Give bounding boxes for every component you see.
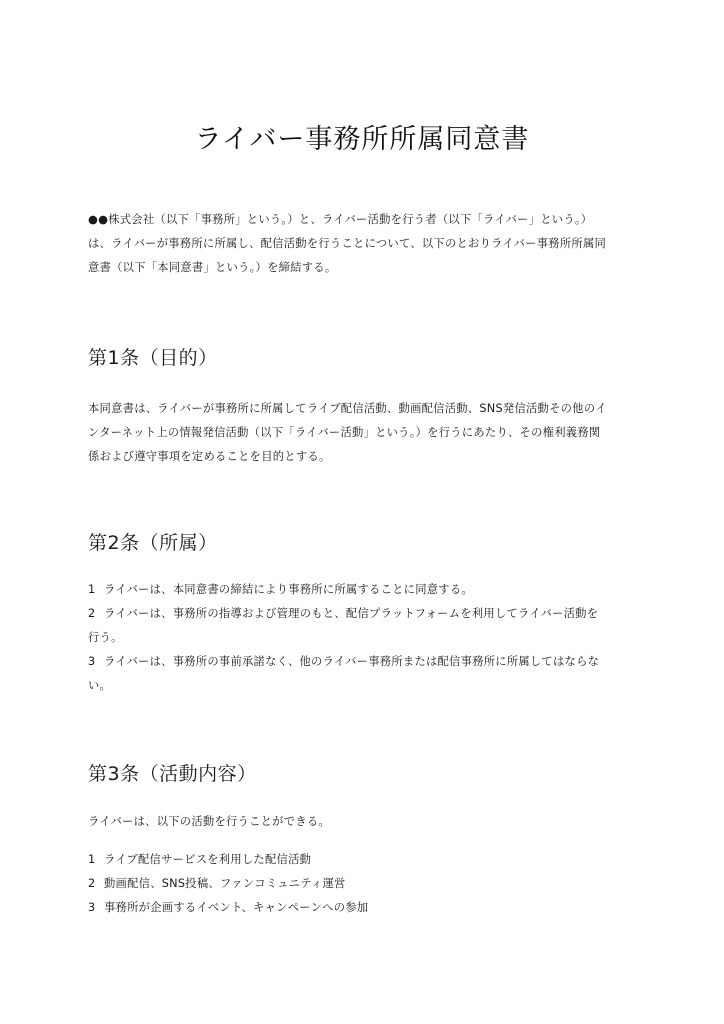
article-3-intro: ライバーは、以下の活動を行うことができる。 [88,815,330,828]
article-3-items [88,848,640,920]
list-item [88,872,640,896]
item-text: 事務所が企画するイベント、キャンペーンへの参加 [104,901,369,914]
item-number: 1 [88,583,96,596]
item-number: 1 [88,853,96,866]
article-2-items [88,578,640,698]
preamble [88,208,640,280]
article-1-body [88,397,640,469]
item-text: ライバーは、本同意書の締結により事務所に所属することに同意する。 [104,583,473,596]
item-text: ライブ配信サービスを利用した配信活動 [104,853,312,866]
item-text: ライバーは、事務所の事前承諾なく、他のライバー事務所または配信事務所に所属してはならな [104,655,600,668]
list-item [88,650,640,674]
list-item [88,578,640,602]
article-2-heading: 第2条（所属） [88,532,218,554]
article-1-heading: 第1条（目的） [88,347,218,369]
document-title: ライバー事務所所属同意書 [194,124,530,155]
list-item [88,848,640,872]
item-number: 3 [88,655,96,668]
list-item [88,602,640,626]
preamble-line: 意書（以下「本同意書」という。）を締結する。 [88,261,337,274]
article-3-heading: 第3条（活動内容） [88,763,257,785]
item-number: 2 [88,607,96,620]
list-item [88,896,640,920]
item-text: 動画配信、SNS投稿、ファンコミュニティ運営 [104,877,346,890]
item-text: ライバーは、事務所の指導および管理のもと、配信プラットフォームを利用してライバー活動を [104,607,599,620]
preamble-line: は、ライバーが事務所に所属し、配信活動を行うことについて、以下のとおりライバー事務所所属同 [88,237,607,250]
body-line: 本同意書は、ライバーが事務所に所属してライブ配信活動、動画配信活動、SNS発信活動その他のイ [88,402,607,415]
body-line: ンターネット上の情報発信活動（以下「ライバー活動」という。）を行うにあたり、その権利義務関 [88,426,601,439]
item-continuation: い。 [88,679,112,692]
item-continuation: 行う。 [88,631,123,644]
item-number: 3 [88,901,96,914]
body-line: 係および遵守事項を定めることを目的とする。 [88,450,331,463]
item-number: 2 [88,877,96,890]
preamble-line: ●●株式会社（以下「事務所」という。）と、ライバー活動を行う者（以下「ライバー」という。） [88,213,593,226]
